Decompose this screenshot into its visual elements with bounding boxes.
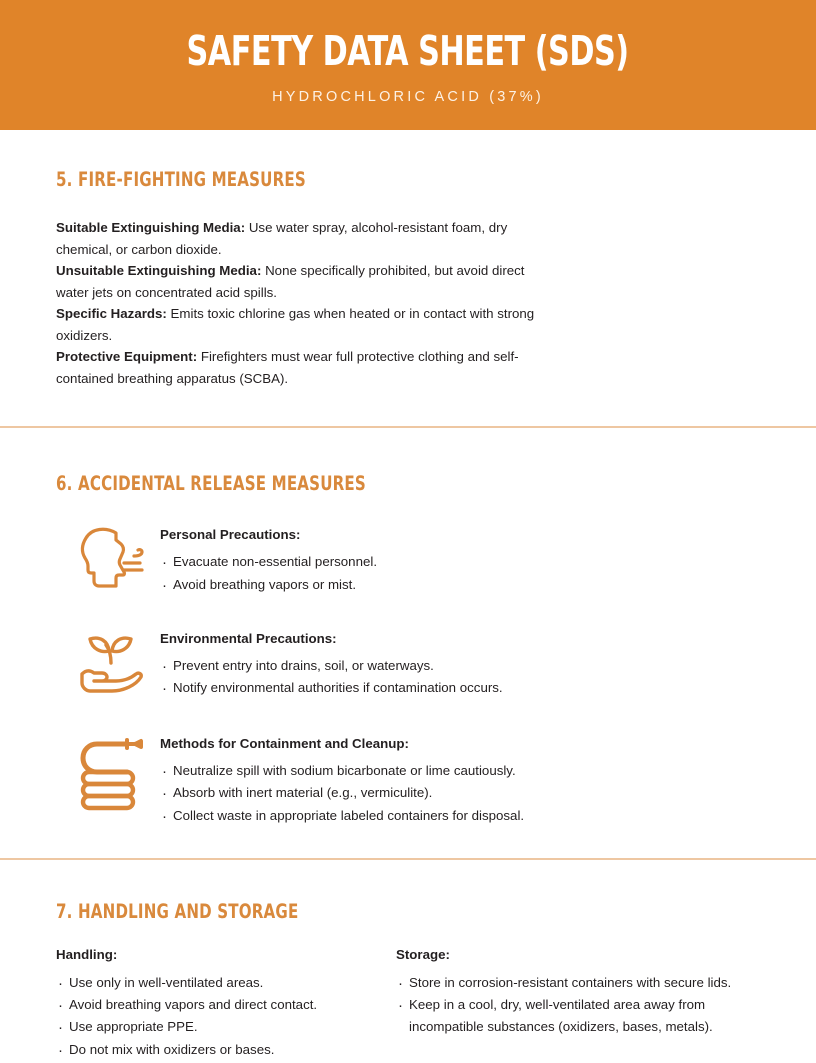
handling-bullets: [56, 972, 396, 1061]
list-item: · Store in corrosion-resistant containers with secure lids.: [396, 972, 760, 994]
release-block: [56, 627, 760, 702]
list-item: · Do not mix with oxidizers or bases.: [56, 1039, 396, 1061]
list-item: · Use only in well-ventilated areas.: [56, 972, 396, 994]
column-heading-storage: Storage:: [396, 946, 450, 962]
block-heading: Personal Precautions:: [160, 526, 301, 542]
block-bullets: [160, 551, 377, 597]
icon-container: [64, 732, 160, 819]
list-item: · Absorb with inert material (e.g., vermiculite).: [160, 782, 524, 805]
release-block-text: [160, 627, 503, 701]
list-item: · Collect waste in appropriate labeled containers for disposal.: [160, 805, 524, 828]
list-item: · Avoid breathing vapors or mist.: [160, 574, 377, 597]
page-title: SAFETY DATA SHEET (SDS): [186, 27, 630, 75]
coiled-hose-icon: [75, 734, 149, 819]
list-item: · Keep in a cool, dry, well-ventilated area away from incompatible substances (oxidizers, bases, metals).: [396, 994, 760, 1039]
section-handling-and-storage: [0, 860, 816, 1061]
entry-label: Protective Equipment:: [56, 349, 198, 365]
block-bullets: [160, 655, 503, 701]
plant-in-hand-icon: [76, 629, 148, 702]
entry-text: Firefighters must wear full protective clothing and self-contained breathing apparatus (SCBA).: [56, 349, 519, 386]
entry-label: Unsuitable Extinguishing Media:: [56, 263, 262, 279]
section-fire-fighting-measures: [0, 130, 816, 389]
block-heading: Environmental Precautions:: [160, 630, 337, 646]
column-heading-handling: Handling:: [56, 946, 118, 962]
fire-fighting-body: [56, 217, 760, 389]
icon-container: [64, 523, 160, 596]
fire-fighting-entries: [56, 217, 546, 389]
block-heading: Methods for Containment and Cleanup:: [160, 735, 409, 751]
release-block: [56, 523, 760, 597]
list-item: · Neutralize spill with sodium bicarbonate or lime cautiously.: [160, 760, 524, 783]
entry-text: Use water spray, alcohol-resistant foam, dry chemical, or carbon dioxide.: [56, 220, 508, 257]
list-item: · Evacuate non-essential personnel.: [160, 551, 377, 574]
document-header: [0, 0, 816, 130]
section-accidental-release-measures: [0, 428, 816, 828]
release-block: [56, 732, 760, 829]
release-block-text: [160, 732, 524, 829]
accidental-release-blocks: [56, 523, 760, 828]
list-item: · Use appropriate PPE.: [56, 1016, 396, 1038]
section-title-fire-fighting: 5. FIRE-FIGHTING MEASURES: [56, 168, 306, 191]
section-title-accidental-release: 6. ACCIDENTAL RELEASE MEASURES: [56, 471, 366, 495]
storage-bullets: [396, 972, 760, 1039]
page-subtitle: HYDROCHLORIC ACID (37%): [272, 89, 544, 105]
block-bullets: [160, 760, 524, 829]
list-item: · Notify environmental authorities if contamination occurs.: [160, 677, 503, 700]
document-body: [0, 130, 816, 1061]
breathing-head-icon: [76, 525, 148, 596]
list-item: · Avoid breathing vapors and direct contact.: [56, 994, 396, 1016]
entry-label: Specific Hazards:: [56, 306, 167, 322]
storage-column: [396, 947, 760, 1061]
entry-text: Emits toxic chlorine gas when heated or in contact with strong oxidizers.: [56, 306, 535, 343]
list-item: · Prevent entry into drains, soil, or waterways.: [160, 655, 503, 678]
release-block-text: [160, 523, 377, 597]
handling-column: [56, 947, 396, 1061]
entry-label: Suitable Extinguishing Media:: [56, 220, 246, 235]
section-title-handling-storage: 7. HANDLING AND STORAGE: [56, 899, 299, 923]
handling-storage-columns: [56, 947, 760, 1061]
entry-text: None specifically prohibited, but avoid direct water jets on concentrated acid spills.: [56, 263, 525, 300]
icon-container: [64, 627, 160, 702]
